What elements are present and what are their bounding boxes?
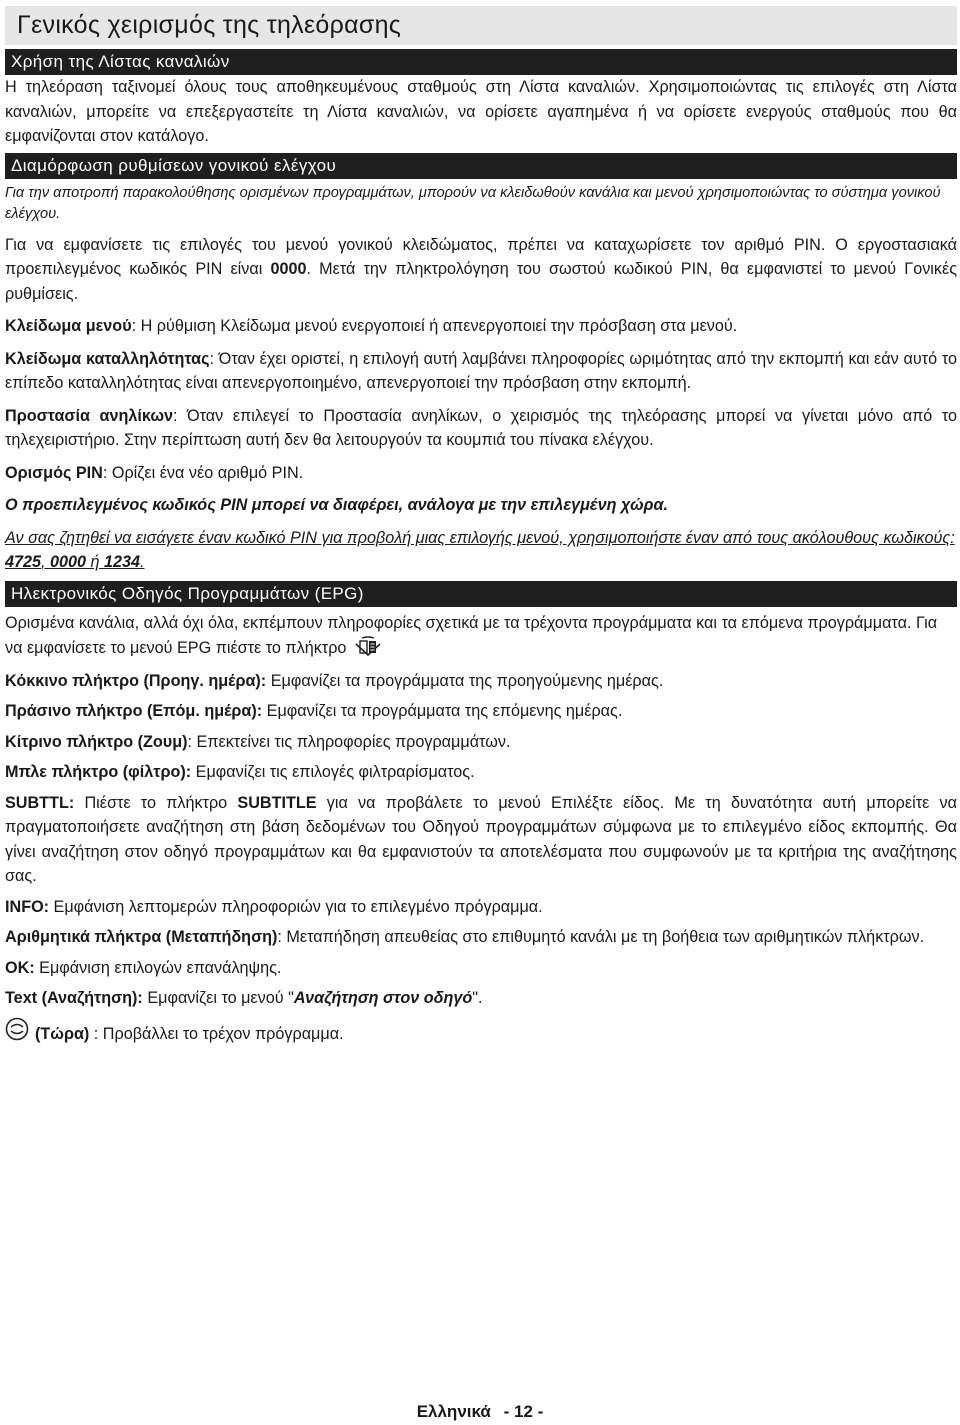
red-key-label: Κόκκινο πλήκτρο (Προηγ. ημέρα): <box>5 671 267 690</box>
code-1: 4725 <box>5 553 42 571</box>
green-key-label: Πράσινο πλήκτρο (Επόμ. ημέρα): <box>5 702 263 720</box>
numeric-keys-label: Αριθμητικά πλήκτρα (Μεταπήδηση) <box>5 928 278 946</box>
manual-page <box>5 6 957 1046</box>
info-label: INFO: <box>5 897 50 916</box>
subttl-label: SUBTTL: <box>5 793 75 812</box>
channel-list-text: Η τηλεόραση ταξινομεί όλους τους αποθηκευμένους σταθμούς στη Λίστα καναλιών. Χρησιμοποιώντας τις επιλογές στη Λίστα καναλιών, μπορείτε να επεξεργαστείτε τη Λίστα καναλιών, να ορίσετε αγαπημένα ή να ορίσετε ενεργούς σταθμούς που θα εμφανίζονται στον κατάλογο. <box>5 78 957 145</box>
pin-note: Ο προεπιλεγμένος κωδικός PIN μπορεί να διαφέρει, ανάλογα με την επιλεγμένη χώρα. <box>5 496 669 514</box>
text-search-paragraph: Text (Αναζήτηση): Εμφανίζει το μενού "Αναζήτηση στον οδηγό". <box>5 989 483 1007</box>
subtitle-key: SUBTITLE <box>237 793 317 812</box>
default-pin: 0000 <box>270 260 307 278</box>
ok-paragraph: OK: Εμφάνιση επιλογών επανάληψης. <box>5 958 282 977</box>
parental-intro: Για την αποτροπή παρακολούθησης ορισμένων προγραμμάτων, μπορούν να κλειδωθούν κανάλια και μενού χρησιμοποιώντας το σύστημα γονικού ελέγχου. <box>5 184 941 222</box>
code-2: 0000 <box>50 553 87 571</box>
footer-language: Ελληνικά <box>416 1402 491 1421</box>
page-footer <box>0 1402 960 1422</box>
maturity-lock-label: Κλείδωμα καταλληλότητας <box>5 349 210 368</box>
section-heading-parental: Διαμόρφωση ρυθμίσεων γονικού ελέγχου <box>5 153 957 179</box>
text-search-label: Text (Αναζήτηση): <box>5 989 143 1007</box>
now-paragraph: (Τώρα) : Προβάλλει το τρέχον πρόγραμμα. <box>5 1017 957 1047</box>
section-heading-epg: Ηλεκτρονικός Οδηγός Προγραμμάτων (EPG) <box>5 581 957 607</box>
section-heading-channel-list: Χρήση της Λίστας καναλιών <box>5 49 957 75</box>
maturity-lock-paragraph: Κλείδωμα καταλληλότητας: Όταν έχει οριστεί, η επιλογή αυτή λαμβάνει πληροφορίες ωριμότητας από την εκπομπή και εάν αυτό το επίπεδο καταλληλότητας είναι απενεργοποιημένο, απενεργοποιεί την πρόσβαση στην εκπομπή. <box>5 349 957 392</box>
now-label: (Τώρα) <box>35 1024 90 1043</box>
set-pin-label: Ορισμός PIN <box>5 463 103 482</box>
green-key-paragraph: Πράσινο πλήκτρο (Επόμ. ημέρα): Εμφανίζει τα προγράμματα της επόμενης ημέρας. <box>5 702 623 720</box>
menu-lock-label: Κλείδωμα μενού <box>5 317 132 335</box>
subttl-paragraph: SUBTTL: Πιέστε το πλήκτρο SUBTITLE για να προβάλετε το μενού Επιλέξτε είδος. Με τη δυνατότητα αυτή μπορείτε να πραγματοποιήσετε αναζήτηση στη βάση δεδομένων του Οδηγού προγραμμάτων σύμφωνα με το επιλεγμένο είδος εκπομπής. Θα γίνει αναζήτηση στον οδηγό προγραμμάτων και θα εμφανιστούν τα αποτελέσματα που συμφωνούν με τα κριτήρια της αναζήτησης σας. <box>5 793 957 885</box>
red-key-paragraph: Κόκκινο πλήκτρο (Προηγ. ημέρα): Εμφανίζει τα προγράμματα της προηγούμενης ημέρας. <box>5 671 664 690</box>
epg-intro: Ορισμένα κανάλια, αλλά όχι όλα, εκπέμπουν πληροφορίες σχετικά με τα τρέχοντα προγράμματα και τα επόμενα προγράμματα. Για να εμφανίσετε το μενού EPG πιέστε το πλήκτρο <box>5 613 938 657</box>
blue-key-label: Μπλε πλήκτρο (φίλτρο): <box>5 763 192 781</box>
info-paragraph: INFO: Εμφάνιση λεπτομερών πληροφοριών για το επιλεγμένο πρόγραμμα. <box>5 897 543 916</box>
pin-paragraph: Για να εμφανίσετε τις επιλογές του μενού γονικού κλειδώματος, πρέπει να καταχωρίσετε τον αριθμό PIN. Ο εργοστασιακά προεπιλεγμένος κωδικός PIN είναι 0000. Μετά την πληκτρολόγηση του σωστού κωδικού PIN, θα εμφανιστεί το μενού Γονικές ρυθμίσεις. <box>5 235 957 303</box>
code-3: 1234 <box>104 553 141 571</box>
set-pin-paragraph: Ορισμός PIN: Ορίζει ένα νέο αριθμό PIN. <box>5 463 304 482</box>
page-title: Γενικός χειρισμός της τηλεόρασης <box>5 6 957 45</box>
numeric-keys-paragraph: Αριθμητικά πλήκτρα (Μεταπήδηση): Μεταπήδηση απευθείας στο επιθυμητό κανάλι με τη βοήθεια των αριθμητικών πλήκτρων. <box>5 928 925 946</box>
search-guide-menu: Αναζήτηση στον οδηγό <box>293 989 473 1007</box>
menu-lock-paragraph: Κλείδωμα μενού: Η ρύθμιση Κλείδωμα μενού ενεργοποιεί ή απενεργοποιεί την πρόσβαση στα μενού. <box>5 317 738 335</box>
epg-guide-icon <box>352 635 384 657</box>
yellow-key-paragraph: Κίτρινο πλήκτρο (Ζουμ): Επεκτείνει τις πληροφορίες προγραμμάτων. <box>5 732 511 751</box>
blue-key-paragraph: Μπλε πλήκτρο (φίλτρο): Εμφανίζει τις επιλογές φιλτραρίσματος. <box>5 763 475 781</box>
yellow-key-label: Κίτρινο πλήκτρο (Ζουμ) <box>5 732 188 751</box>
pin-codes-paragraph: Αν σας ζητηθεί να εισάγετε έναν κωδικό PIN για προβολή μιας επιλογής μενού, χρησιμοποιήστε έναν από τους ακόλουθους κωδικούς: 4725, 0000 ή 1234. <box>5 528 955 571</box>
child-lock-paragraph: Προστασία ανηλίκων: Όταν επιλεγεί το Προστασία ανηλίκων, ο χειρισμός της τηλεόρασης μπορεί να γίνεται μόνο από το τηλεχειριστήριο. Στην περίπτωση αυτή δεν θα λειτουργούν τα κουμπιά του πίνακα ελέγχου. <box>5 406 957 449</box>
page-number: - 12 - <box>503 1402 544 1421</box>
child-lock-label: Προστασία ανηλίκων <box>5 406 174 425</box>
now-button-icon <box>5 1017 29 1041</box>
ok-label: OK: <box>5 958 35 977</box>
